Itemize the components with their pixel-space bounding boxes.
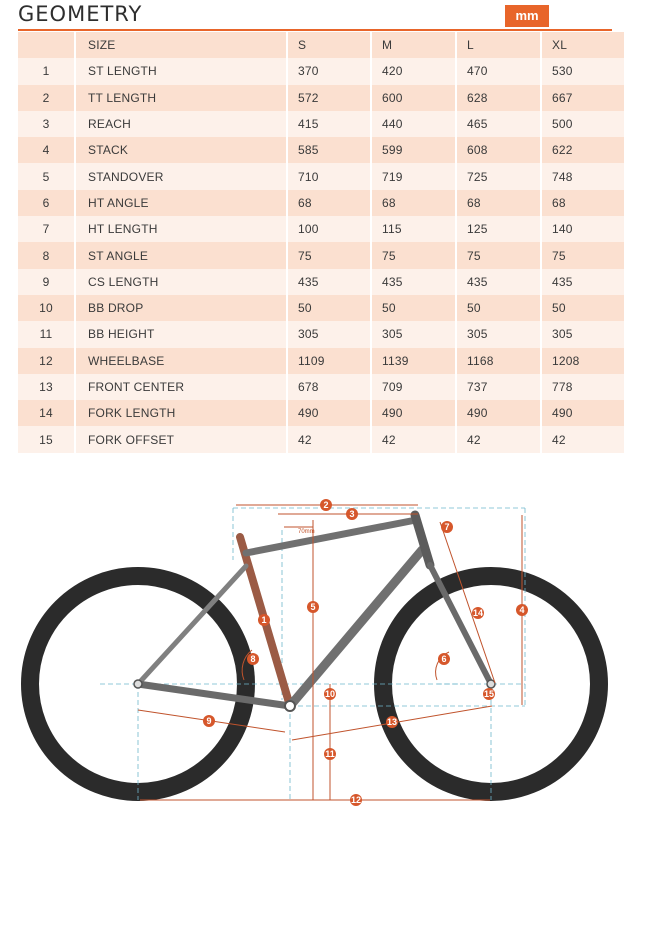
table-cell: 1	[18, 58, 74, 84]
marker-11	[324, 748, 336, 760]
table-row	[18, 374, 624, 400]
svg-text:11: 11	[325, 749, 335, 759]
table-cell: 709	[372, 374, 455, 400]
title-divider	[18, 29, 612, 31]
table-cell: 15	[18, 426, 74, 452]
svg-text:12: 12	[350, 795, 362, 805]
table-row	[18, 216, 624, 242]
table-cell: 719	[372, 163, 455, 189]
table-cell: 435	[372, 269, 455, 295]
header-cell: XL	[542, 32, 624, 58]
bottom-bracket	[285, 701, 295, 711]
table-cell: 14	[18, 400, 74, 426]
marker-15	[483, 688, 495, 700]
svg-text:2: 2	[323, 500, 329, 510]
table-cell: 305	[372, 321, 455, 347]
chain-stay	[138, 684, 290, 706]
table-cell: 11	[18, 321, 74, 347]
table-cell: 50	[457, 295, 540, 321]
table-cell: 599	[372, 137, 455, 163]
table-cell: 1109	[288, 348, 370, 374]
table-cell: 42	[372, 426, 455, 452]
table-row	[18, 58, 624, 84]
bike-geometry-diagram	[0, 470, 655, 810]
marker-10	[324, 688, 336, 700]
table-cell: 415	[288, 111, 370, 137]
table-cell: 305	[457, 321, 540, 347]
table-cell: 737	[457, 374, 540, 400]
table-row	[18, 426, 624, 452]
table-row	[18, 348, 624, 374]
marker-13	[386, 716, 398, 728]
marker-1	[258, 614, 270, 626]
table-cell: HT ANGLE	[76, 190, 286, 216]
table-cell: 585	[288, 137, 370, 163]
svg-text:8: 8	[250, 654, 256, 664]
table-row	[18, 85, 624, 111]
marker-2	[320, 499, 332, 511]
marker-7	[441, 521, 453, 533]
table-cell: 75	[457, 242, 540, 268]
table-cell: 2	[18, 85, 74, 111]
table-cell: 8	[18, 242, 74, 268]
table-cell: 500	[542, 111, 624, 137]
dimension-markers	[203, 499, 528, 806]
table-cell: 1208	[542, 348, 624, 374]
unit-toggle-mm[interactable]: mm	[505, 5, 549, 27]
svg-text:15: 15	[483, 689, 495, 699]
table-cell: 6	[18, 190, 74, 216]
table-cell: 622	[542, 137, 624, 163]
table-cell: FRONT CENTER	[76, 374, 286, 400]
marker-14	[472, 607, 484, 619]
table-cell: 75	[372, 242, 455, 268]
table-cell: 125	[457, 216, 540, 242]
table-cell: 678	[288, 374, 370, 400]
table-cell: 68	[372, 190, 455, 216]
table-cell: ST LENGTH	[76, 58, 286, 84]
marker-4	[516, 604, 528, 616]
table-cell: 572	[288, 85, 370, 111]
table-cell: 12	[18, 348, 74, 374]
rear-axle	[134, 680, 142, 688]
table-cell: 42	[288, 426, 370, 452]
table-cell: 778	[542, 374, 624, 400]
table-cell: STACK	[76, 137, 286, 163]
table-row	[18, 242, 624, 268]
table-cell: 100	[288, 216, 370, 242]
table-cell: HT LENGTH	[76, 216, 286, 242]
header-cell	[18, 32, 74, 58]
table-cell: 530	[542, 58, 624, 84]
table-cell: 1168	[457, 348, 540, 374]
table-row	[18, 321, 624, 347]
table-cell: 370	[288, 58, 370, 84]
table-cell: 140	[542, 216, 624, 242]
table-cell: 725	[457, 163, 540, 189]
table-cell: 115	[372, 216, 455, 242]
table-cell: 4	[18, 137, 74, 163]
table-cell: 75	[542, 242, 624, 268]
table-cell: 1139	[372, 348, 455, 374]
front-axle	[487, 680, 495, 688]
table-cell: FORK LENGTH	[76, 400, 286, 426]
table-cell: 490	[372, 400, 455, 426]
table-cell: 490	[542, 400, 624, 426]
table-cell: WHEELBASE	[76, 348, 286, 374]
offset-label: 70mm	[298, 529, 315, 535]
table-cell: FORK OFFSET	[76, 426, 286, 452]
table-cell: 667	[542, 85, 624, 111]
table-row	[18, 163, 624, 189]
table-row	[18, 137, 624, 163]
header-cell: SIZE	[76, 32, 286, 58]
table-cell: 68	[542, 190, 624, 216]
header-cell: M	[372, 32, 455, 58]
table-cell: CS LENGTH	[76, 269, 286, 295]
marker-8	[247, 653, 259, 665]
page-title: GEOMETRY	[18, 2, 143, 26]
table-cell: 50	[372, 295, 455, 321]
table-cell: 68	[457, 190, 540, 216]
table-cell: 10	[18, 295, 74, 321]
svg-text:5: 5	[310, 602, 316, 612]
table-row	[18, 400, 624, 426]
header-cell: S	[288, 32, 370, 58]
table-cell: 5	[18, 163, 74, 189]
table-cell: 305	[288, 321, 370, 347]
table-cell: 490	[288, 400, 370, 426]
table-cell: 9	[18, 269, 74, 295]
svg-text:3: 3	[349, 509, 355, 519]
table-cell: 435	[457, 269, 540, 295]
marker-12	[350, 794, 362, 806]
table-cell: 305	[542, 321, 624, 347]
table-cell: STANDOVER	[76, 163, 286, 189]
table-cell: 490	[457, 400, 540, 426]
marker-9	[203, 715, 215, 727]
svg-text:9: 9	[206, 716, 212, 726]
table-cell: 465	[457, 111, 540, 137]
table-cell: 608	[457, 137, 540, 163]
geometry-table	[16, 32, 626, 453]
table-cell: 75	[288, 242, 370, 268]
marker-3	[346, 508, 358, 520]
table-cell: 628	[457, 85, 540, 111]
svg-text:10: 10	[324, 689, 336, 699]
svg-text:13: 13	[386, 717, 398, 727]
svg-text:6: 6	[441, 654, 447, 664]
table-row	[18, 269, 624, 295]
svg-text:14: 14	[472, 608, 484, 618]
table-cell: REACH	[76, 111, 286, 137]
table-cell: 50	[542, 295, 624, 321]
svg-text:1: 1	[261, 615, 267, 625]
marker-5	[307, 601, 319, 613]
table-cell: BB DROP	[76, 295, 286, 321]
table-cell: 470	[457, 58, 540, 84]
table-cell: 440	[372, 111, 455, 137]
table-cell: 42	[542, 426, 624, 452]
table-cell: 13	[18, 374, 74, 400]
header-cell: L	[457, 32, 540, 58]
table-cell: 435	[288, 269, 370, 295]
table-row	[18, 295, 624, 321]
table-cell: TT LENGTH	[76, 85, 286, 111]
table-cell: ST ANGLE	[76, 242, 286, 268]
table-cell: 435	[542, 269, 624, 295]
svg-text:7: 7	[444, 522, 450, 532]
table-cell: 50	[288, 295, 370, 321]
table-cell: 42	[457, 426, 540, 452]
table-cell: 7	[18, 216, 74, 242]
table-cell: 710	[288, 163, 370, 189]
marker-6	[438, 653, 450, 665]
table-header-row	[18, 32, 624, 58]
table-row	[18, 111, 624, 137]
table-cell: 420	[372, 58, 455, 84]
table-cell: 3	[18, 111, 74, 137]
table-cell: BB HEIGHT	[76, 321, 286, 347]
table-cell: 748	[542, 163, 624, 189]
table-cell: 600	[372, 85, 455, 111]
table-cell: 68	[288, 190, 370, 216]
top-tube	[246, 520, 416, 553]
svg-text:4: 4	[519, 605, 525, 615]
table-row	[18, 190, 624, 216]
